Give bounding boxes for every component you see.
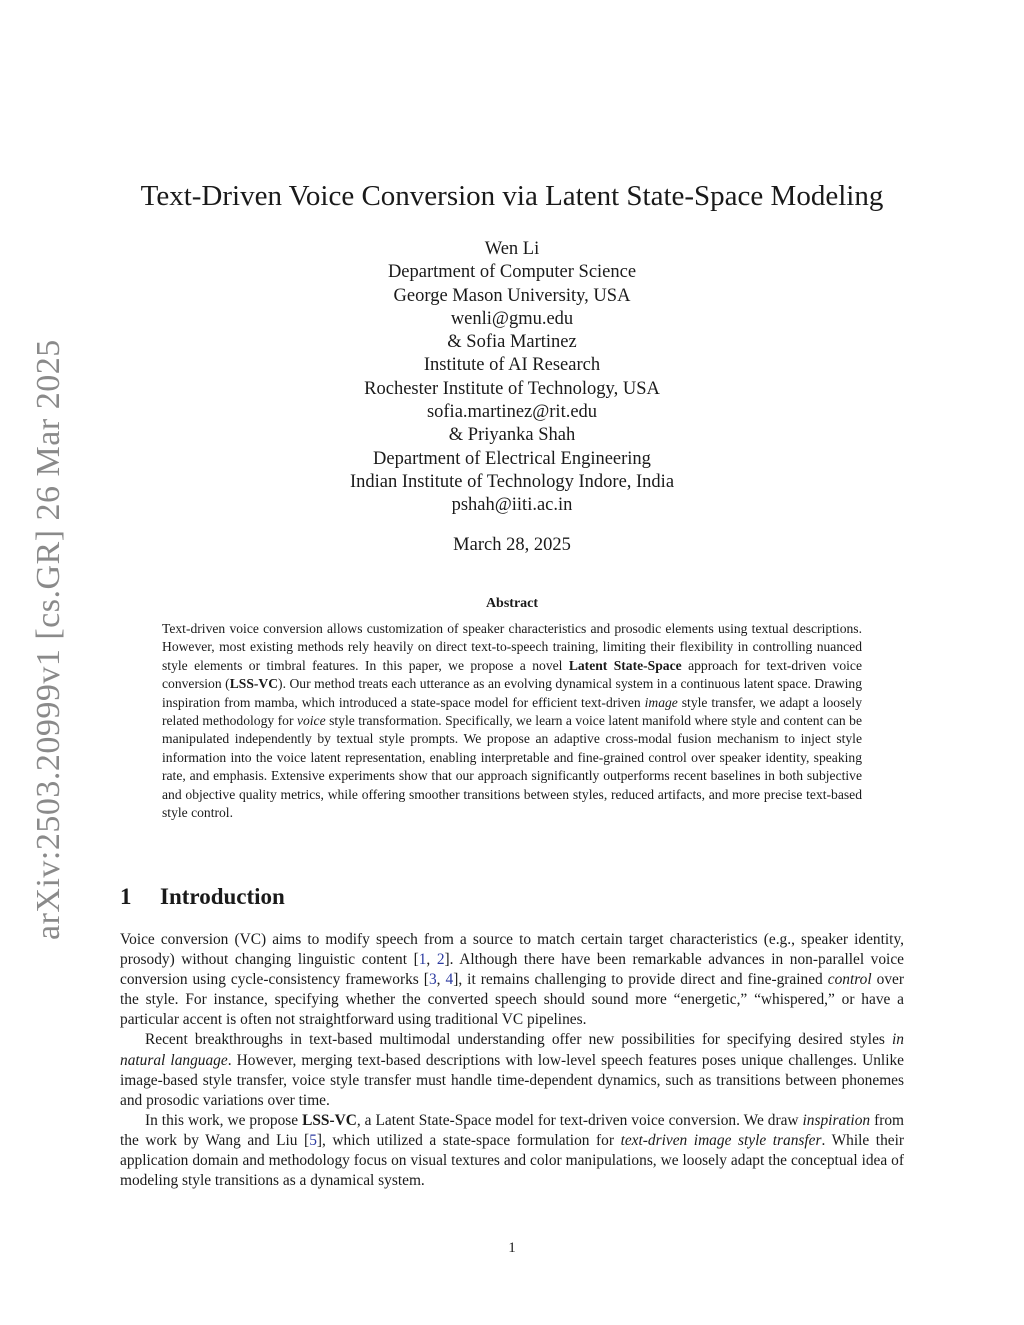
abstract-heading: Abstract xyxy=(485,596,539,611)
citation-link[interactable]: 5 xyxy=(309,1131,317,1149)
arxiv-side-stamp: arXiv:2503.20999v1 [cs.GR] 26 Mar 2025 xyxy=(30,339,67,940)
citation-link[interactable]: 1 xyxy=(418,951,427,969)
author-department: Department of Computer Science xyxy=(387,262,637,283)
author-email: sofia.martinez@rit.edu xyxy=(426,402,598,423)
section-title: Introduction xyxy=(160,884,285,909)
section-number: 1 xyxy=(120,884,132,909)
author-email: wenli@gmu.edu xyxy=(450,308,574,329)
author-name: Wen Li xyxy=(484,239,540,259)
section-heading-introduction xyxy=(120,884,285,910)
abstract-italic-term: voice xyxy=(296,713,326,729)
paper-date: March 28, 2025 xyxy=(453,535,571,555)
author-university: Rochester Institute of Technology, USA xyxy=(364,378,660,399)
author-department: Department of Electrical Engineering xyxy=(373,448,651,469)
author-name: & Priyanka Shah xyxy=(448,425,576,446)
paper-title: Text-Driven Voice Conversion via Latent State-Space Modeling xyxy=(140,180,884,212)
abstract-italic-term: image xyxy=(644,694,678,710)
intro-paragraph-2: Recent breakthroughs in text-based multimodal understanding offer new possibilities for specifying desired styles in natural language. However, merging text-based descriptions with low-level speech features poses unique challenges. Unlike image-based style transfer, voice style transfer must handle time-dependent dynamics, such as transitions between phonemes and prosodic variations over time. xyxy=(120,1031,904,1109)
citation-link[interactable]: 3 xyxy=(428,971,437,989)
abstract-bold-term: Latent State-Space xyxy=(568,657,682,673)
citation-link[interactable]: 4 xyxy=(445,971,454,989)
page-number: 1 xyxy=(508,1240,516,1256)
author-name: & Sofia Martinez xyxy=(447,332,577,353)
author-university: Indian Institute of Technology Indore, India xyxy=(349,471,675,492)
author-block xyxy=(0,238,1024,518)
author-department: Institute of AI Research xyxy=(423,355,601,376)
citation-link[interactable]: 2 xyxy=(436,951,445,969)
author-university: George Mason University, USA xyxy=(393,285,631,306)
abstract-bold-term: LSS-VC xyxy=(229,676,279,692)
introduction-body xyxy=(120,930,904,1191)
intro-paragraph-3: In this work, we propose LSS-VC, a Latent State-Space model for text-driven voice conversion. We draw inspiration from the work by Wang and Liu [5], which utilized a state-space formulation for text-driven image style transfer. While their application domain and methodology focus on visual textures and color manipulations, we loosely adapt the conceptual idea of modeling style transitions as a dynamical system. xyxy=(120,1111,904,1190)
author-email: pshah@iiti.ac.in xyxy=(451,495,573,516)
abstract-text: Text-driven voice conversion allows customization of speaker characteristics and prosodic elements using textual descriptions. However, most existing methods rely heavily on direct text-to-speech training, limiting their flexibility in controlling nuanced style elements or timbral features. In this paper, we propose a novel Latent State-Space approach for text-driven voice conversion (LSS-VC). Our method treats each utterance as an evolving dynamical system in a continuous latent space. Drawing inspiration from mamba, which introduced a state-space model for efficient text-driven image style transfer, we adapt a loosely related methodology for voice style transformation. Specifically, we learn a voice latent manifold where style and content can be manipulated independently by textual style prompts. We propose an adaptive cross-modal fusion mechanism to inject style information into the voice latent representation, enabling interpretable and fine-grained control over speaker identity, speaking rate, and emphasis. Extensive experiments show that our approach significantly outperforms recent baselines in both subjective and objective quality metrics, while offering smoother transitions between styles, reduced artifacts, and more precise text-based style control. xyxy=(162,621,862,821)
intro-paragraph-1: Voice conversion (VC) aims to modify speech from a source to match certain target characteristics (e.g., speaker identity, prosody) without changing linguistic content [1, 2]. Although there have been remarkable advances in non-parallel voice conversion using cycle-consistency frameworks [3, 4], it remains challenging to provide direct and fine-grained control over the style. For instance, specifying whether the converted speech should sound more “energetic,” “whispered,” or have a particular accent is often not straightforward using traditional VC pipelines. xyxy=(120,931,904,1029)
